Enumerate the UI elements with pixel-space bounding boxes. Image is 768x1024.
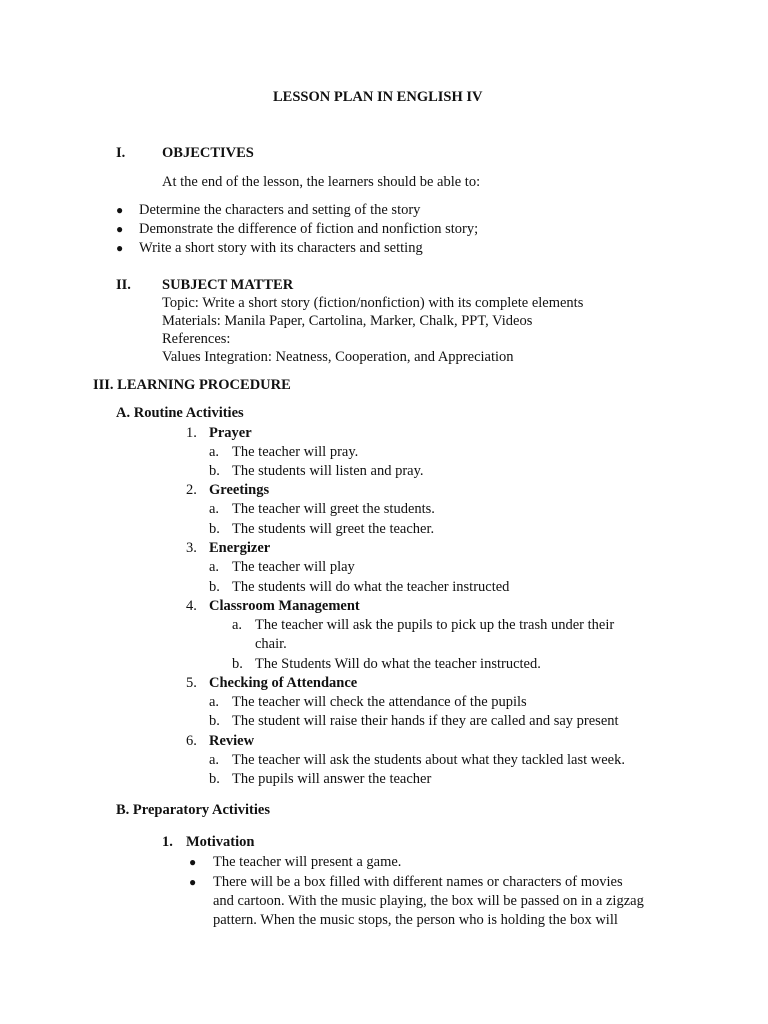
- subject-references: References:: [162, 331, 231, 347]
- sub-letter: b.: [209, 771, 220, 787]
- sub-text: The students will do what the teacher instructed: [232, 579, 510, 595]
- preparatory-heading: B. Preparatory Activities: [116, 802, 270, 818]
- objectives-numeral: I.: [116, 145, 126, 161]
- sub-letter: b.: [209, 579, 220, 595]
- item-number: 5.: [186, 675, 197, 691]
- sub-text: The pupils will answer the teacher: [232, 771, 432, 787]
- bullet-icon: ●: [116, 241, 124, 255]
- sub-text: The student will raise their hands if they are called and say present: [232, 713, 619, 729]
- objective-item: Write a short story with its characters and setting: [139, 240, 423, 256]
- sub-text: The teacher will ask the pupils to pick up the trash under their: [255, 617, 615, 633]
- sub-letter: a.: [209, 559, 220, 575]
- item-title-greetings: Greetings: [209, 482, 270, 498]
- sub-text-continued: chair.: [255, 636, 287, 652]
- sub-text: The students will listen and pray.: [232, 463, 424, 479]
- sub-letter: a.: [232, 617, 243, 633]
- item-title-review: Review: [209, 733, 255, 749]
- sub-text: The students will greet the teacher.: [232, 521, 435, 537]
- item-number: 3.: [186, 540, 197, 556]
- item-title-checking-of-attendance: Checking of Attendance: [209, 675, 358, 691]
- item-title-motivation: Motivation: [186, 834, 255, 850]
- item-title-classroom-management: Classroom Management: [209, 598, 360, 614]
- bullet-icon: ●: [116, 222, 124, 236]
- item-title-prayer: Prayer: [209, 425, 252, 441]
- motivation-text-continued: and cartoon. With the music playing, the box will be passed on in a zigzag: [213, 893, 644, 909]
- routine-heading: A. Routine Activities: [116, 405, 244, 421]
- bullet-icon: ●: [116, 203, 124, 217]
- sub-letter: a.: [209, 694, 220, 710]
- bullet-icon: ●: [189, 875, 197, 889]
- subject-matter-numeral: II.: [116, 277, 131, 293]
- objectives-intro: At the end of the lesson, the learners should be able to:: [162, 174, 481, 190]
- sub-letter: a.: [209, 501, 220, 517]
- subject-materials: Materials: Manila Paper, Cartolina, Marker, Chalk, PPT, Videos: [162, 313, 533, 329]
- subject-matter-heading: SUBJECT MATTER: [162, 277, 294, 293]
- document-title: LESSON PLAN IN ENGLISH IV: [273, 89, 483, 105]
- sub-text: The teacher will greet the students.: [232, 501, 435, 517]
- bullet-icon: ●: [189, 855, 197, 869]
- sub-letter: a.: [209, 444, 220, 460]
- procedure-heading: III. LEARNING PROCEDURE: [93, 377, 291, 393]
- sub-text: The Students Will do what the teacher instructed.: [255, 656, 541, 672]
- item-number: 1.: [186, 425, 197, 441]
- objectives-heading: OBJECTIVES: [162, 145, 254, 161]
- sub-text: The teacher will check the attendance of the pupils: [232, 694, 527, 710]
- objective-item: Determine the characters and setting of the story: [139, 202, 421, 218]
- subject-topic: Topic: Write a short story (fiction/nonfiction) with its complete elements: [162, 295, 584, 311]
- sub-text: The teacher will pray.: [232, 444, 359, 460]
- item-number: 2.: [186, 482, 197, 498]
- motivation-bullet: There will be a box filled with different names or characters of movies: [213, 874, 623, 890]
- sub-letter: b.: [209, 521, 220, 537]
- sub-text: The teacher will play: [232, 559, 355, 575]
- item-title-energizer: Energizer: [209, 540, 271, 556]
- item-number: 4.: [186, 598, 197, 614]
- motivation-text-continued: pattern. When the music stops, the person who is holding the box will: [213, 912, 618, 928]
- sub-letter: a.: [209, 752, 220, 768]
- item-number: 6.: [186, 733, 197, 749]
- sub-letter: b.: [209, 713, 220, 729]
- sub-letter: b.: [232, 656, 243, 672]
- objective-item: Demonstrate the difference of fiction and nonfiction story;: [139, 221, 479, 237]
- subject-values: Values Integration: Neatness, Cooperation, and Appreciation: [162, 349, 514, 365]
- item-number: 1.: [162, 834, 173, 850]
- motivation-bullet: The teacher will present a game.: [213, 854, 402, 870]
- sub-text: The teacher will ask the students about what they tackled last week.: [232, 752, 625, 768]
- sub-letter: b.: [209, 463, 220, 479]
